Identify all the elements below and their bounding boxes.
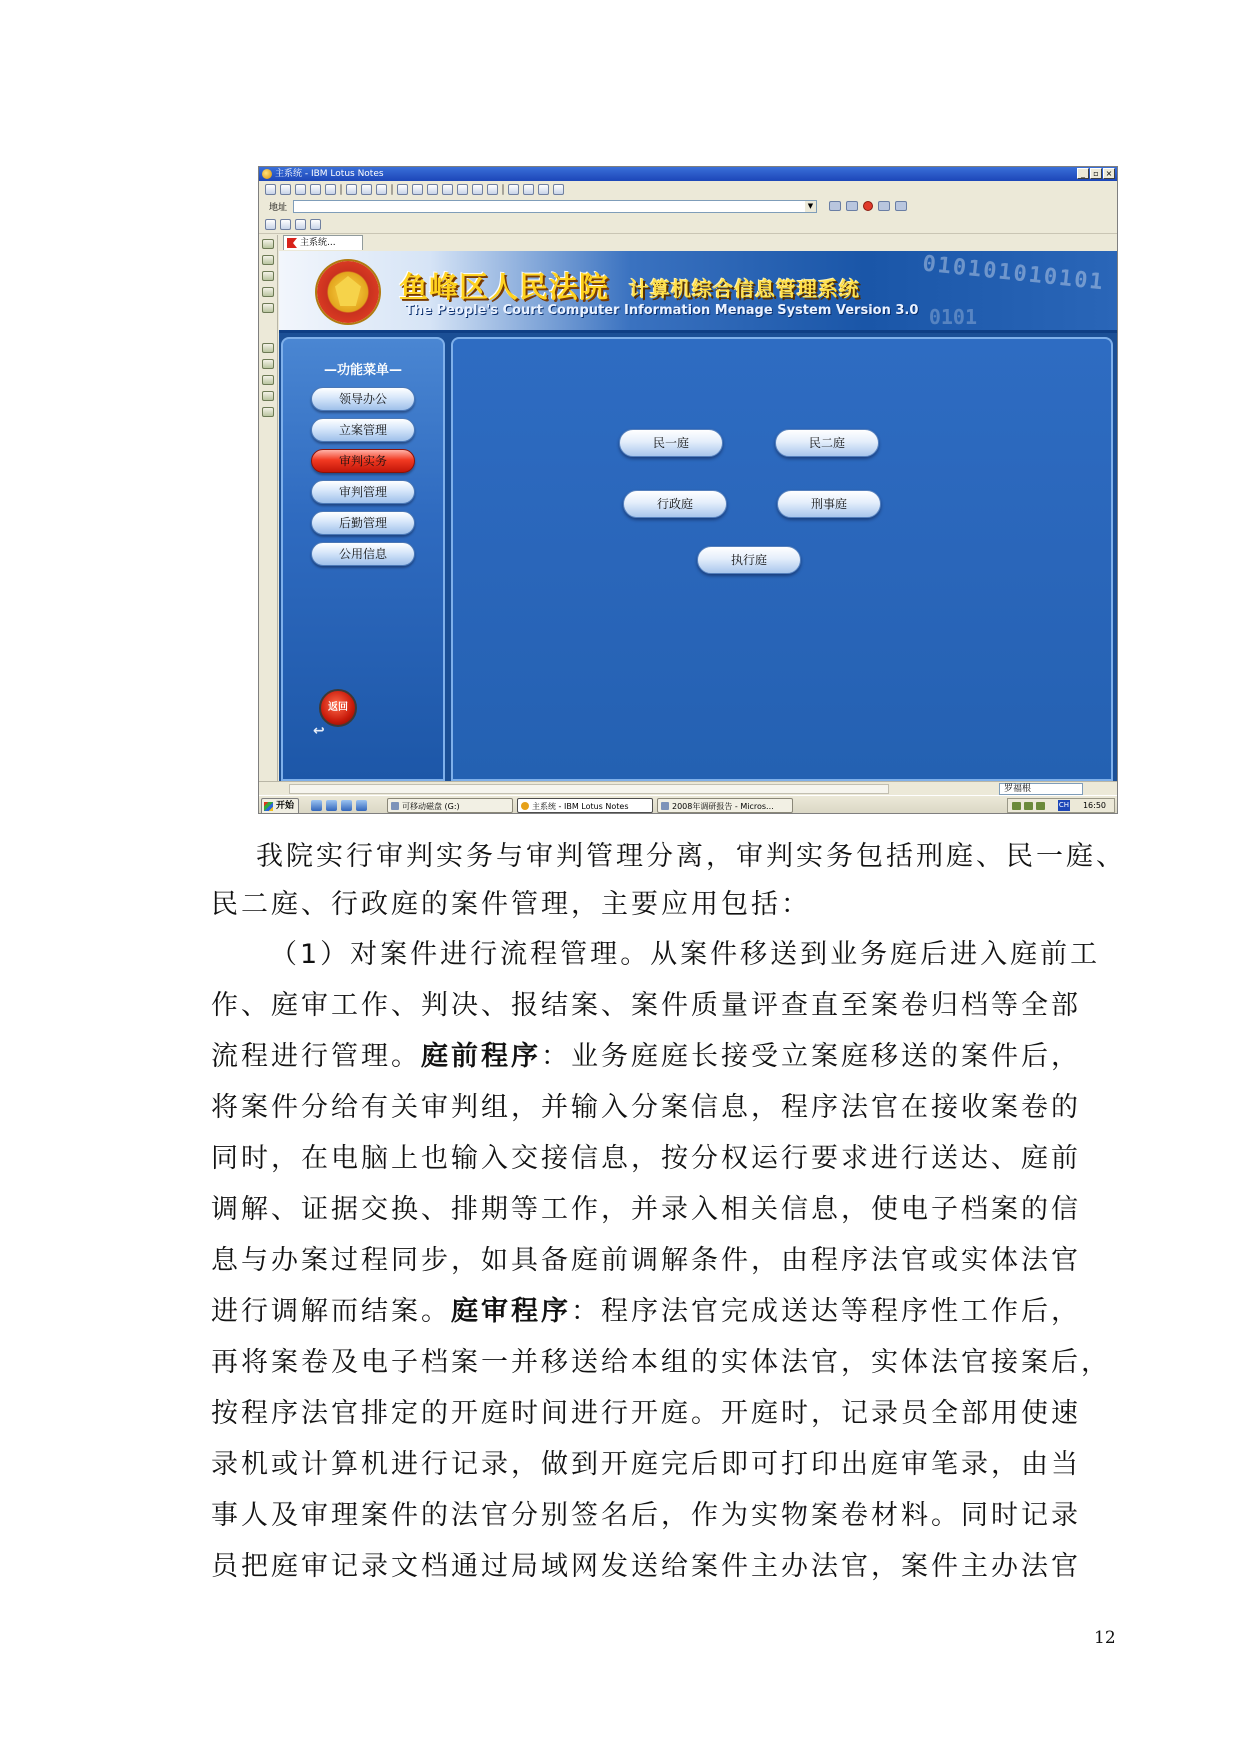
save-icon[interactable] <box>295 184 306 195</box>
menu-item-public-information[interactable]: 公用信息 <box>311 542 415 566</box>
paste-icon[interactable] <box>376 184 387 195</box>
toolbar-separator <box>391 184 393 195</box>
windows-taskbar <box>259 795 1117 814</box>
database-icon[interactable] <box>262 407 274 417</box>
system-banner <box>279 251 1117 333</box>
todo-icon[interactable] <box>262 303 274 313</box>
inline-heading: 庭前程序 <box>421 1041 541 1072</box>
taskbar-item-removable-disk[interactable]: 可移动磁盘 (G:) <box>387 798 513 813</box>
new-icon[interactable] <box>265 184 276 195</box>
refresh-icon[interactable] <box>457 184 468 195</box>
status-bar <box>259 781 1117 796</box>
tab-main-system[interactable] <box>283 235 363 250</box>
binary-decoration: 0101 <box>928 305 977 329</box>
back-icon[interactable] <box>829 201 841 211</box>
person-icon[interactable] <box>295 219 306 230</box>
refresh-icon[interactable] <box>878 201 890 211</box>
ime-indicator[interactable]: CH <box>1058 801 1070 809</box>
document-icon <box>287 238 297 248</box>
browser-icon[interactable] <box>311 800 322 811</box>
binoculars-icon[interactable] <box>538 184 549 195</box>
menu-item-leadership-office[interactable]: 领导办公 <box>311 387 415 411</box>
lotus-notes-icon <box>262 169 272 179</box>
tab-label: 主系统... <box>300 238 336 248</box>
database-icon[interactable] <box>262 343 274 353</box>
minimize-button[interactable]: _ <box>1077 168 1089 179</box>
function-menu <box>281 337 445 781</box>
chat-icon[interactable] <box>280 219 291 230</box>
database-icon[interactable] <box>262 375 274 385</box>
restore-button[interactable]: ▫ <box>1090 168 1102 179</box>
back-arrow-icon: ↩ <box>313 723 325 739</box>
globe-icon[interactable] <box>356 800 367 811</box>
system-tray <box>1007 798 1115 813</box>
court-system-app <box>279 251 1117 781</box>
arrow-up-icon[interactable] <box>397 184 408 195</box>
clock: 16:50 <box>1082 801 1106 810</box>
window-titlebar <box>259 167 1117 181</box>
court-emblem-icon <box>317 261 379 323</box>
mail-icon[interactable] <box>262 255 274 265</box>
court-button-criminal[interactable]: 刑事庭 <box>777 490 881 518</box>
search-icon[interactable] <box>553 184 564 195</box>
window-controls <box>1077 168 1115 179</box>
database-icon[interactable] <box>262 391 274 401</box>
court-name: 鱼峰区人民法院 <box>399 270 610 304</box>
section-heading: （1）对案件进行流程管理 <box>270 939 621 970</box>
bookmark-bar <box>259 235 278 781</box>
address-input[interactable] <box>293 200 817 213</box>
menu-item-logistics-management[interactable]: 后勤管理 <box>311 511 415 535</box>
binary-decoration: 010101010101 <box>921 251 1106 296</box>
collapse-icon[interactable] <box>523 184 534 195</box>
page-number: 12 <box>1094 1628 1116 1648</box>
menu-title: —功能菜单— <box>323 363 402 378</box>
print-icon[interactable] <box>310 184 321 195</box>
menu-item-trial-practice[interactable]: 审判实务 <box>311 449 415 473</box>
contacts-icon[interactable] <box>262 287 274 297</box>
arrow-up-icon[interactable] <box>427 184 438 195</box>
main-toolbar <box>259 181 1117 199</box>
database-icon[interactable] <box>262 359 274 369</box>
toolbar-separator <box>502 184 504 195</box>
secondary-toolbar <box>259 216 1117 234</box>
calendar-icon[interactable] <box>262 271 274 281</box>
open-icon[interactable] <box>280 184 291 195</box>
inline-heading: 庭审程序 <box>451 1296 571 1327</box>
arrow-down-icon[interactable] <box>442 184 453 195</box>
app-screenshot <box>258 166 1118 814</box>
chat-icon[interactable] <box>265 219 276 230</box>
menu-item-filing-management[interactable]: 立案管理 <box>311 418 415 442</box>
chevron-down-icon[interactable]: ▼ <box>805 201 816 212</box>
search-icon[interactable] <box>895 201 907 211</box>
home-icon[interactable] <box>262 239 274 249</box>
antivirus-icon[interactable] <box>1036 802 1045 810</box>
toolbar-separator <box>340 184 342 195</box>
list-icon[interactable] <box>310 219 321 230</box>
court-button-enforcement[interactable]: 执行庭 <box>697 546 801 574</box>
network-icon[interactable] <box>1024 802 1033 810</box>
cut-icon[interactable] <box>346 184 357 195</box>
expand-icon[interactable] <box>508 184 519 195</box>
arrow-down-icon[interactable] <box>412 184 423 195</box>
court-button-civil-2[interactable]: 民二庭 <box>775 429 879 457</box>
horizontal-scrollbar[interactable] <box>289 784 889 794</box>
quick-launch <box>311 800 367 811</box>
window-title: 主系统 - IBM Lotus Notes <box>275 169 384 179</box>
current-user[interactable]: 罗福根 <box>999 783 1083 795</box>
forward-icon[interactable] <box>846 201 858 211</box>
table-icon[interactable] <box>487 184 498 195</box>
copy-icon[interactable] <box>361 184 372 195</box>
system-name: 计算机综合信息管理系统 <box>629 277 860 301</box>
volume-icon[interactable] <box>1012 802 1021 810</box>
court-selection-panel <box>451 337 1113 781</box>
taskbar-item-lotus-notes[interactable]: 主系统 - IBM Lotus Notes <box>517 798 653 813</box>
desktop-icon[interactable] <box>326 800 337 811</box>
system-english-name: The People's Court Computer Information Menage System Version 3.0 <box>405 303 919 318</box>
back-button[interactable]: 返回 <box>319 689 357 727</box>
taskbar-item-word-document[interactable]: 2008年调研报告 - Micros... <box>657 798 793 813</box>
close-button[interactable]: × <box>1103 168 1115 179</box>
address-label: 地址 <box>269 203 288 213</box>
court-button-civil-1[interactable]: 民一庭 <box>619 429 723 457</box>
view-icon[interactable] <box>472 184 483 195</box>
court-button-administrative[interactable]: 行政庭 <box>623 490 727 518</box>
address-bar <box>259 198 1117 217</box>
media-icon[interactable] <box>341 800 352 811</box>
mail-icon[interactable] <box>325 184 336 195</box>
start-button[interactable]: 开始 <box>261 798 299 814</box>
stop-icon[interactable] <box>863 201 873 211</box>
menu-item-trial-management[interactable]: 审判管理 <box>311 480 415 504</box>
